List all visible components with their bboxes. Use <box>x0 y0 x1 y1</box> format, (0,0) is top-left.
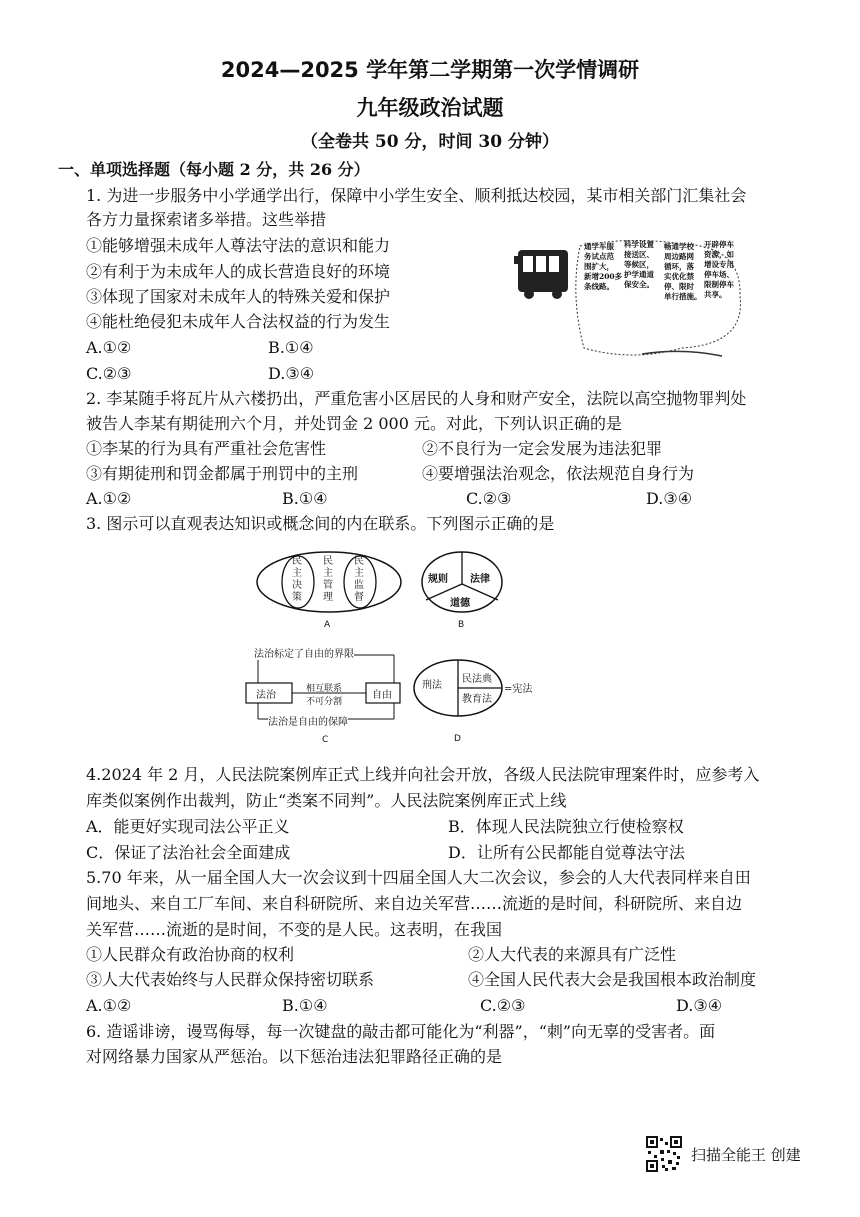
q1-option-2: ②有利于为未成年人的成长营造良好的环境 <box>86 262 391 281</box>
q3-figure-b: 规则 法律 道德 B <box>418 548 508 638</box>
q3-figure-c: 法治标定了自由的界限 法治 相互联系 不可分割 自由 法治是自由的保障 C <box>244 647 414 747</box>
q1-choice-c: C.②③ <box>86 364 132 383</box>
section-heading: 一、单项选择题（每小题 2 分，共 26 分） <box>58 160 370 179</box>
q6-stem-line2: 对网络暴力国家从严惩治。以下惩治违法犯罪路径正确的是 <box>86 1047 503 1066</box>
q1-figure: 通学车服 务试点范 围扩大， 新增200多 条线路。 科学设置 接送区、 等候区， 护学通道 保安全。 畅通学校 周边路网 循环，落 实优化禁 停、限时 单行措施。 开辟停车 资源，如 增设专用 停车场、 限制停车 共享。 <box>512 236 748 364</box>
q2-choice-d: D.③④ <box>646 489 693 508</box>
q5-choice-a: A.①② <box>86 996 132 1015</box>
q1-option-4: ④能杜绝侵犯未成年人合法权益的行为发生 <box>86 312 391 331</box>
q1-choice-b: B.①④ <box>268 338 314 357</box>
q5-option-4: ④全国人民代表大会是我国根本政治制度 <box>468 970 757 989</box>
q2-option-4: ④要增强法治观念，依法规范自身行为 <box>422 464 695 483</box>
q2-choice-c: C.②③ <box>466 489 512 508</box>
q5-choice-d: D.③④ <box>676 996 723 1015</box>
q1-choice-d: D.③④ <box>268 364 315 383</box>
q1-option-3: ③体现了国家对未成年人的特殊关爱和保护 <box>86 287 391 306</box>
footer-watermark: 扫描全能王 创建 <box>691 1146 801 1164</box>
q4-stem-line1: 4.2024 年 2 月，人民法院案例库正式上线并向社会开放，各级人民法院审理案件时，应参考入 <box>86 765 760 784</box>
q1-option-1: ①能够增强未成年人尊法守法的意识和能力 <box>86 236 391 255</box>
q1-stem-line2: 各方力量探索诸多举措。这些举措 <box>86 210 327 229</box>
q5-stem-line3: 关军营……流逝的是时间，不变的是人民。这表明，在我国 <box>86 920 503 939</box>
q5-option-1: ①人民群众有政治协商的权利 <box>86 945 295 964</box>
q5-choice-c: C.②③ <box>480 996 526 1015</box>
q5-choice-b: B.①④ <box>282 996 328 1015</box>
q2-stem-line2: 被告人李某有期徒刑六个月，并处罚金 2 000 元。对此，下列认识正确的是 <box>86 414 622 433</box>
qr-code-icon <box>646 1136 682 1172</box>
exam-note: （全卷共 50 分，时间 30 分钟） <box>301 132 559 152</box>
q5-stem-line1: 5.70 年来，从一届全国人大一次会议到十四届全国人大二次会议，参会的人大代表同样来自田 <box>86 868 751 887</box>
exam-subtitle: 九年级政治试题 <box>356 96 504 120</box>
q4-choice-d: D．让所有公民都能自觉尊法守法 <box>448 843 685 862</box>
q1-choice-a: A.①② <box>86 338 132 357</box>
q3-figure-a: 民主决策 民主管理 民主监督 A <box>254 548 404 638</box>
q3-stem: 3. 图示可以直观表达知识或概念间的内在联系。下列图示正确的是 <box>86 514 555 533</box>
q2-choice-b: B.①④ <box>282 489 328 508</box>
exam-title: 2024—2025 学年第二学期第一次学情调研 <box>220 58 640 82</box>
q5-option-3: ③人大代表始终与人民群众保持密切联系 <box>86 970 375 989</box>
bus-icon <box>514 250 568 299</box>
q2-choice-a: A.①② <box>86 489 132 508</box>
q5-stem-line2: 间地头、来自工厂车间、来自科研院所、来自边关军营……流逝的是时间，科研院所、来自边 <box>86 894 743 913</box>
q6-stem-line1: 6. 造谣诽谤，谩骂侮辱，每一次键盘的敲击都可能化为“利器”，“刺”向无辜的受害者。面 <box>86 1022 716 1041</box>
q4-choice-c: C．保证了法治社会全面建成 <box>86 843 291 862</box>
q3-figure-d: 刑法 民法典 教育法 =宪法 D <box>410 652 540 747</box>
q1-stem-line1: 1. 为进一步服务中小学通学出行，保障中小学生安全、顺利抵达校园，某市相关部门汇集社会 <box>86 186 747 205</box>
q4-stem-line2: 库类似案例作出裁判，防止“类案不同判”。人民法院案例库正式上线 <box>86 791 567 810</box>
q5-option-2: ②人大代表的来源具有广泛性 <box>468 945 677 964</box>
q4-choice-b: B．体现人民法院独立行使检察权 <box>448 817 684 836</box>
q4-choice-a: A．能更好实现司法公平正义 <box>86 817 290 836</box>
q2-option-2: ②不良行为一定会发展为违法犯罪 <box>422 439 663 458</box>
q2-option-3: ③有期徒刑和罚金都属于刑罚中的主刑 <box>86 464 359 483</box>
q2-option-1: ①李某的行为具有严重社会危害性 <box>86 439 327 458</box>
q2-stem-line1: 2. 李某随手将瓦片从六楼扔出，严重危害小区居民的人身和财产安全，法院以高空抛物罪判处 <box>86 389 747 408</box>
